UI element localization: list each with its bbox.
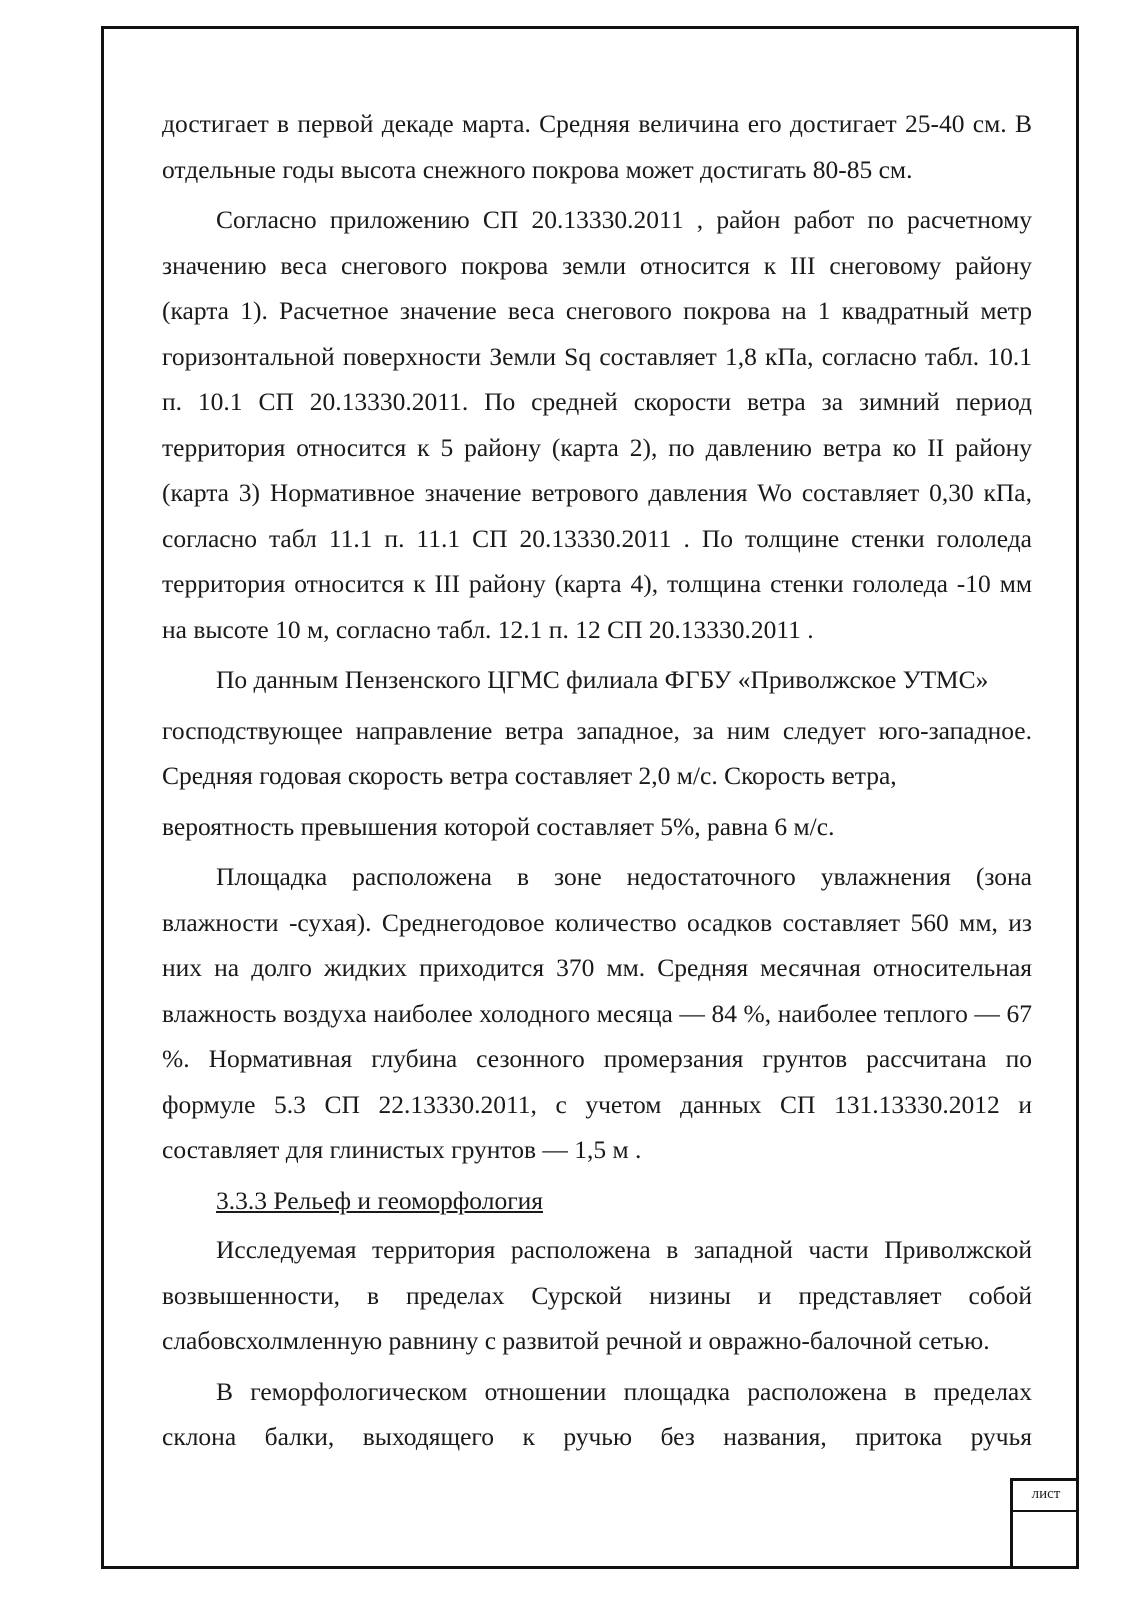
paragraph-wind-source: По данным Пензенского ЦГМС филиала ФГБУ «Приволжское УТМС» <box>216 665 989 694</box>
paragraph-wind-direction: господствующее направление ветра западное, за ним следует юго-западное. Средняя годовая скорость ветра составляет 2,0 м/с. Скорость ветра, <box>162 715 1032 790</box>
paragraph-geomorphology: В геморфологическом отношении площадка расположена в пределах склона балки, выходящего к ручью без названия, притока ручья <box>162 1376 1032 1451</box>
title-block-sheet <box>1010 1478 1079 1569</box>
section-heading-relief: 3.3.3 Рельеф и геоморфология <box>216 1185 544 1215</box>
paragraph-wind-probability: вероятность превышения которой составляет 5%, равна 6 м/с. <box>162 811 835 841</box>
paragraph-snow-load: Согласно приложению СП 20.13330.2011 , район работ по расчетному значению веса снегового покрова земли относится к III снеговому району (карта 1). Расчетное значение веса снегового покрова на 1 квадратный метр горизонтальной поверхности Земли Sq составляет 1,8 кПа, согласно табл. 10.1 п. 10.1 СП 20.13330.2011. По средней скорости ветра за зимний период территория относится к 5 району (карта 2), по давлению ветра ко II району (карта 3) Нормативное значение ветрового давления Wo составляет 0,30 кПа, согласно табл 11.1 п. 11.1 СП 20.13330.2011 . По толщине стенки гололеда территория относится к III району (карта 4), толщина стенки гололеда -10 мм на высоте 10 м, согласно табл. 12.1 п. 12 СП 20.13330.2011 . <box>162 205 1032 644</box>
paragraph-humidity: Площадка расположена в зоне недостаточного увлажнения (зона влажности -сухая). Среднегодовое количество осадков составляет 560 мм, из них на долго жидких приходится 370 мм. Средняя месячная относительная влажность воздуха наиболее холодного месяца — 84 %, наиболее теплого — 67 %. Нормативная глубина сезонного промерзания грунтов рассчитана по формуле 5.3 СП 22.13330.2011, с учетом данных СП 131.13330.2012 и составляет для глинистых грунтов — 1,5 м . <box>162 862 1032 1164</box>
paragraph-territory: Исследуемая территория расположена в западной части Приволжской возвышенности, в пределах Сурской низины и представляет собой слабовсхолмленную равнину с развитой речной и овражно-балочной сетью. <box>162 1235 1032 1355</box>
sheet-label: лист <box>1013 1481 1079 1512</box>
paragraph-snow-continuation: достигает в первой декаде марта. Средняя величина его достигает 25-40 см. В отдельные годы высота снежного покрова может достигать 80-85 см. <box>162 109 1032 184</box>
document-body <box>162 101 1032 1465</box>
